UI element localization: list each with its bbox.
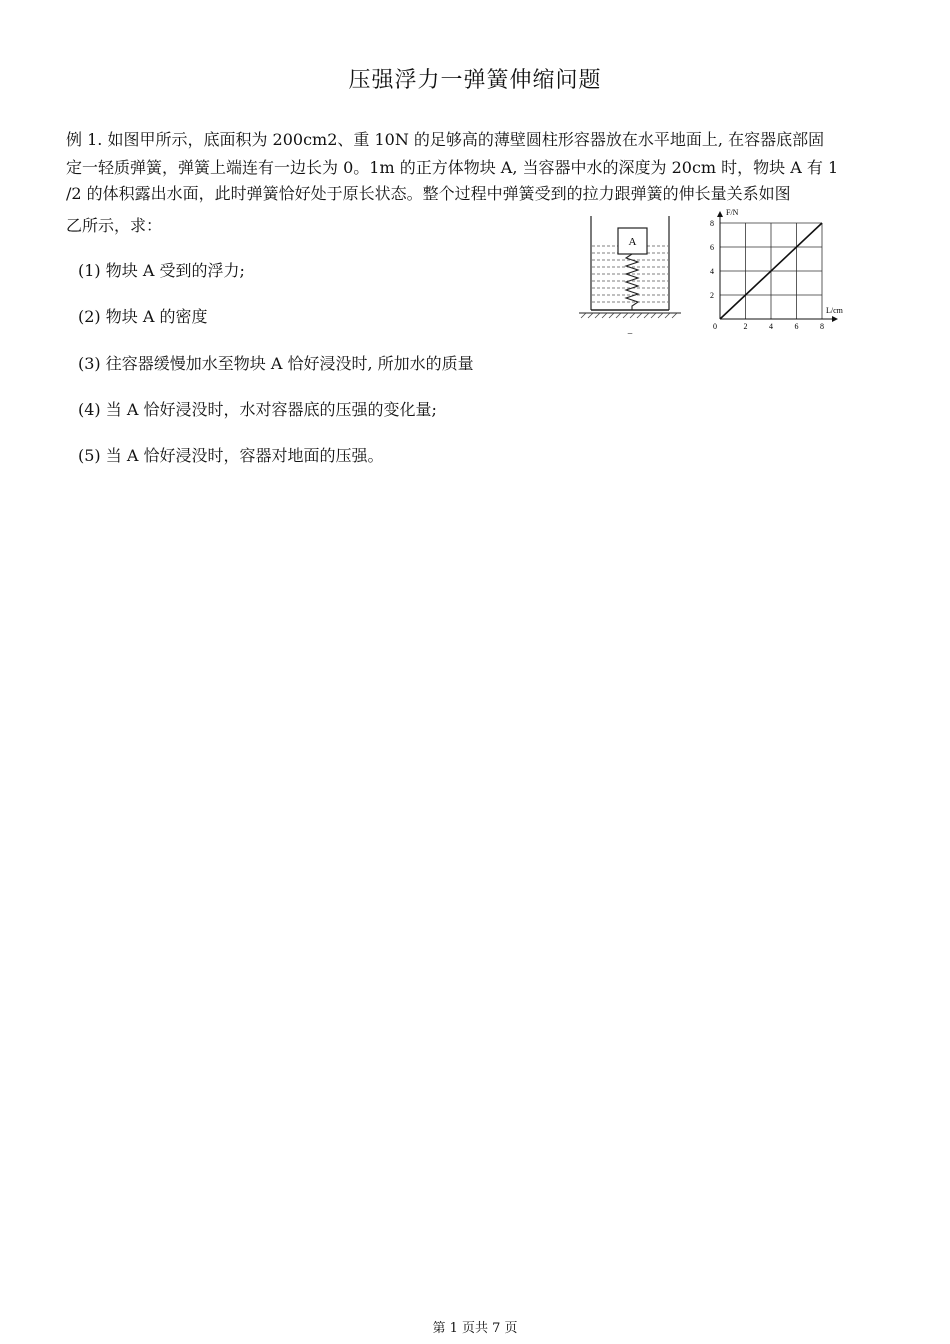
x-tick-label: 2 <box>743 322 748 330</box>
x-axis-arrow <box>832 316 838 322</box>
problem-line-3: /2 的体积露出水面，此时弹簧恰好处于原长状态。整个过程中弹簧受到的拉力跟弹簧的伸长量关系如图 <box>66 184 791 203</box>
y-tick-label: 6 <box>710 243 714 252</box>
x-tick-label: 4 <box>769 322 773 330</box>
question-5: (5) 当 A 恰好浸没时，容器对地面的压强。 <box>78 446 384 465</box>
question-2: (2) 物块 A 的密度 <box>78 307 208 326</box>
x-tick-label: 8 <box>820 322 824 330</box>
question-4: (4) 当 A 恰好浸没时，水对容器底的压强的变化量; <box>78 400 437 419</box>
y-axis-label: F/N <box>726 208 739 217</box>
problem-line-1: 例 1. 如图甲所示，底面积为 200cm2、重 10N 的足够高的薄壁圆柱形容器放在水平地面上, 在容器底部固 <box>66 130 825 149</box>
block-a-label: A <box>628 236 637 248</box>
y-axis-arrow <box>717 211 723 217</box>
figure-a-caption: – <box>627 328 633 338</box>
problem-line-4: 乙所示，求： <box>66 216 163 235</box>
x-tick-label: 0 <box>713 322 717 330</box>
page-title: 压强浮力一弹簧伸缩问题 <box>348 68 602 93</box>
x-tick-label: 6 <box>794 322 799 330</box>
question-3: (3) 往容器缓慢加水至物块 A 恰好浸没时, 所加水的质量 <box>78 354 474 373</box>
x-axis-label: L/cm <box>826 306 843 315</box>
y-tick-label: 2 <box>710 291 714 300</box>
figure-force-extension-graph <box>700 206 860 330</box>
y-tick-label: 4 <box>710 267 714 276</box>
page-footer: 第 1 页共 7 页 <box>432 1321 518 1336</box>
y-tick-label: 8 <box>710 219 714 228</box>
question-1: (1) 物块 A 受到的浮力; <box>78 261 245 280</box>
problem-line-2: 定一轻质弹簧，弹簧上端连有一边长为 0。1m 的正方体物块 A, 当容器中水的深度为 20cm 时，物块 A 有 1 <box>66 158 839 177</box>
ground-hatch <box>581 313 677 318</box>
figure-container-diagram <box>575 210 685 340</box>
